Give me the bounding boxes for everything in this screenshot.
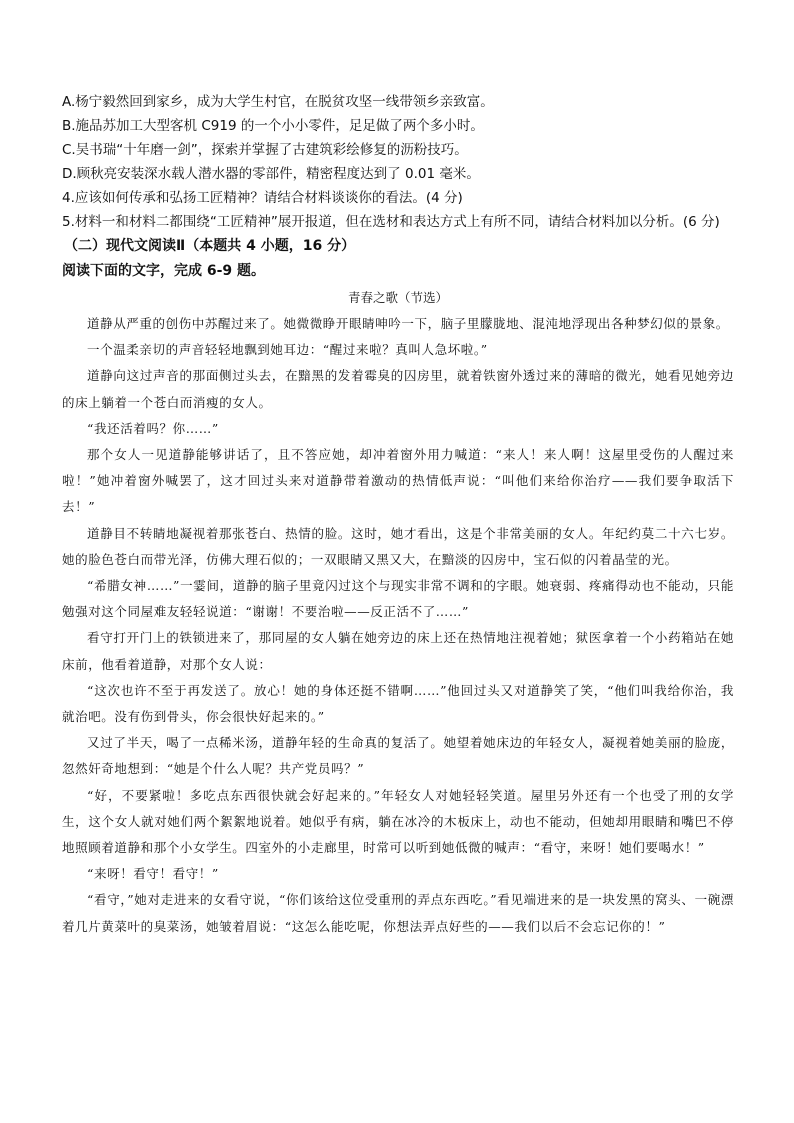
option-b: B.施品苏加工大型客机 C919 的一个小小零件，足足做了两个多小时。 xyxy=(62,118,484,134)
article-title: 青春之歌（节选） xyxy=(347,290,448,305)
question-4: 4.应该如何传承和弘扬工匠精神？请结合材料谈谈你的看法。(4 分) xyxy=(62,190,463,206)
option-d: D.顾秋亮安装深水载人潜水器的零部件，精密程度达到了 0.01 毫米。 xyxy=(62,166,480,182)
article-paragraph: “看守，”她对走进来的女看守说，“你们该给这位受重刑的弄点东西吃。”看见端进来的是一块发黑的窝头、一碗漂着几片黄菜叶的臭菜汤，她皱着眉说：“这怎么能吃呢，你想法弄点好些的——我们以后不会忘记你的！” xyxy=(62,892,734,934)
article-paragraph: 道静目不转睛地凝视着那张苍白、热情的脸。这时，她才看出，这是个非常美丽的女人。年纪约莫二十六七岁。她的脸色苍白而带光泽，仿佛大理石似的；一双眼睛又黑又大，在黯淡的囚房中，宝石似的闪着晶莹的光。 xyxy=(62,525,734,567)
article-paragraph: “这次也许不至于再发送了。放心！她的身体还挺不错啊……”他回过头又对道静笑了笑，“他们叫我给你治，我就治吧。没有伤到骨头，你会很快好起来的。” xyxy=(62,682,734,725)
article-paragraph: 看守打开门上的铁锁进来了，那同屋的女人躺在她旁边的床上还在热情地注视着她；狱医拿着一个小药箱站在她床前，他看着道静，对那个女人说： xyxy=(62,630,734,672)
article-paragraph: 道静从严重的创伤中苏醒过来了。她微微睁开眼睛呻吟一下，脑子里朦胧地、混沌地浮现出各种梦幻似的景象。 xyxy=(87,316,729,331)
option-c: C.吴书瑞“十年磨一剑”，探索并掌握了古建筑彩绘修复的沥粉技巧。 xyxy=(62,142,468,158)
question-5: 5.材料一和材料二都围绕“工匠精神”展开报道，但在选材和表达方式上有所不同，请结合材料加以分析。(6 分) xyxy=(62,214,720,230)
section-instruction: 阅读下面的文字，完成 6-9 题。 xyxy=(62,263,266,279)
article-paragraph: “希腊女神……”一霎间，道静的脑子里竟闪过这个与现实非常不调和的字眼。她衰弱、疼痛得动也不能动，只能勉强对这个同屋难友轻轻说道：“谢谢！不要治啦——反正活不了……” xyxy=(62,578,734,620)
document-page xyxy=(62,90,734,940)
article-paragraph: “来呀！看守！看守！” xyxy=(87,866,219,882)
article-paragraph: 又过了半天，喝了一点稀米汤，道静年轻的生命真的复活了。她望着她床边的年轻女人，凝视着她美丽的脸庞，忽然奸奇地想到：“她是个什么人呢？共产党员吗？” xyxy=(62,735,734,777)
section-title: （二）现代文阅读Ⅱ（本题共 4 小题，16 分） xyxy=(64,238,356,254)
article-paragraph: “我还活着吗？你……” xyxy=(87,420,219,436)
article-paragraph: 那个女人一见道静能够讲话了，且不答应她，却冲着窗外用力喊道：“来人！来人啊！这屋里受伤的人醒过来啦！”她冲着窗外喊罢了，这才回过头来对道静带着激动的热情低声说：“叫他们来给你治疗——我们要争取活下去！” xyxy=(62,447,734,515)
article-paragraph: “好，不要紧啦！多吃点东西很快就会好起来的。”年轻女人对她轻轻笑道。屋里另外还有一个也受了刑的女学生，这个女人就对她们两个絮絮地说着。她似乎有病，躺在冰冷的木板床上，动也不能动，但她却用眼睛和嘴巴不停地照顾着道静和那个小女学生。四室外的小走廊里，时常可以听到她低微的喊声：“看守，来呀！她们要喝水！” xyxy=(62,787,734,856)
article-paragraph: 道静向这过声音的那面侧过头去，在黯黑的发着霉臭的囚房里，就着铁窗外透过来的薄暗的微光，她看见她旁边的床上躺着一个苍白而消瘦的女人。 xyxy=(62,368,734,410)
option-a: A.杨宁毅然回到家乡，成为大学生村官，在脱贫攻坚一线带领乡亲致富。 xyxy=(62,94,494,110)
article-paragraph: 一个温柔亲切的声音轻轻地飘到她耳边：“醒过来啦？真叫人急坏啦。” xyxy=(87,342,488,358)
